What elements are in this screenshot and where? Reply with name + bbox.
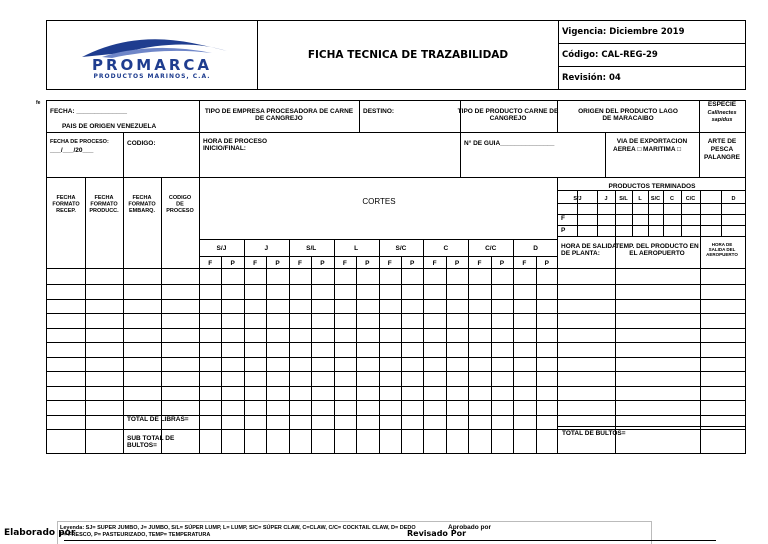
elaborado-por: Elaborado por xyxy=(4,528,76,538)
fp-p: P xyxy=(544,260,549,267)
pt-cut-header-5: S/C xyxy=(650,196,661,202)
especie-label: ESPECIE xyxy=(707,101,737,108)
fp-p: P xyxy=(320,260,325,267)
fecha-proceso-blank: ___/___/20___ xyxy=(50,147,94,154)
leyenda-2: F= FRESCO, P= PASTEURIZADO, TEMP= TEMPERATURA xyxy=(60,532,211,538)
cut-header-8: D xyxy=(533,245,538,252)
cut-header-6: C xyxy=(443,245,449,252)
footer-bottom-line xyxy=(64,540,716,541)
fp-p: P xyxy=(365,260,370,267)
cut-header-7: C/C xyxy=(485,245,497,252)
aprobado-por: Aprobado por xyxy=(448,524,491,531)
pt-cut-header-1: S/J xyxy=(573,196,582,202)
document-title: FICHA TECNICA DE TRAZABILIDAD xyxy=(258,21,559,90)
fp-p: P xyxy=(499,260,505,267)
left-col-header-4: CODIGO DE PROCESO xyxy=(166,195,194,214)
fp-f: F xyxy=(208,260,213,267)
fp-p: P xyxy=(409,260,415,267)
cut-header-2: J xyxy=(264,245,269,252)
fecha-proceso: FECHA DE PROCESO: xyxy=(50,139,109,145)
fecha-field: FECHA: ______________ xyxy=(50,108,127,115)
productos-terminados: PRODUCTOS TERMINADOS xyxy=(608,183,696,190)
cut-header-3: S/L xyxy=(306,245,317,252)
fp-p: P xyxy=(454,260,460,267)
pt-cut-header-2: J xyxy=(604,196,608,202)
cortes-title: CORTES xyxy=(362,197,396,206)
pais-origen: PAIS DE ORIGEN VENEZUELA xyxy=(62,123,157,130)
temp-aeropuerto: TEMP. DEL PRODUCTO EN EL AEROPUERTO xyxy=(615,243,699,257)
hora-proceso: HORA DE PROCESO INICIO/FINAL: xyxy=(203,138,268,152)
fp-p: P xyxy=(230,260,235,267)
logo-tagline: PRODUCTOS MARINOS, C.A. xyxy=(93,73,211,80)
subtotal-bultos: SUB TOTAL DE BULTOS= xyxy=(127,435,175,449)
pt-cut-header-4: L xyxy=(638,196,642,202)
fp-f: F xyxy=(432,260,437,267)
left-col-header-1: FECHA FORMATO RECEP. xyxy=(52,195,80,214)
origen-producto: ORIGEN DEL PRODUCTO LAGO DE MARACAIBO xyxy=(578,108,678,122)
tipo-empresa: TIPO DE EMPRESA PROCESADORA DE CARNE DE CANGREJO xyxy=(204,108,354,122)
hora-salida: HORA DE SALIDA DE PLANTA: xyxy=(561,243,617,257)
pt-cut-header-6: C xyxy=(670,196,674,202)
left-col-header-2: FECHA FORMATO PRODUCC. xyxy=(89,195,119,214)
especie-name: Callinectes sapidus xyxy=(707,110,737,123)
total-bultos: TOTAL DE BULTOS= xyxy=(562,430,626,437)
logo-brand: PROMARCA xyxy=(92,56,212,74)
fp-f: F xyxy=(297,260,302,267)
cut-header-1: S/J xyxy=(216,245,227,252)
fp-p: P xyxy=(275,260,280,267)
total-libras: TOTAL DE LIBRAS= xyxy=(127,416,189,423)
tipo-producto: TIPO DE PRODUCTO CARNE DE CANGREJO xyxy=(457,108,559,122)
fp-f: F xyxy=(253,260,258,267)
codigo-documento: Código: CAL-REG-29 xyxy=(559,44,746,67)
fp-f: F xyxy=(342,260,347,267)
revisado-por: Revisado Por xyxy=(407,529,467,538)
via-exportacion: VIA DE EXPORTACION xyxy=(616,138,688,145)
left-col-header-3: FECHA FORMATO EMBARQ. xyxy=(128,195,156,214)
pt-cut-header-9: D xyxy=(731,196,736,202)
revision: Revisión: 04 xyxy=(559,67,746,90)
fp-f: F xyxy=(387,260,392,267)
fp-f: F xyxy=(522,260,527,267)
arte-pesca: ARTE DE PESCA PALANGRE xyxy=(704,138,740,161)
hora-aeropuerto: HORA DE SALIDA DEL AEROPUERTO xyxy=(706,242,738,257)
leyenda: Leyenda: SJ= SUPER JUMBO, J= JUMBO, S/L= SÚPER LUMP, L= LUMP, S/C= SÚPER CLAW, C=CLAW, C/C= COCKTAIL CLAW, D= DEDO xyxy=(60,525,416,531)
cut-header-4: L xyxy=(354,245,359,252)
guia-field: N° DE GUIA_______________ xyxy=(464,140,555,147)
pt-cut-header-7: C/C xyxy=(685,196,696,202)
cut-header-5: S/C xyxy=(395,245,407,252)
fe-mark: fe xyxy=(36,100,41,106)
codigo-field: CODIGO: xyxy=(127,140,156,147)
vigencia: Vigencia: Diciembre 2019 xyxy=(559,21,746,44)
pt-p: P xyxy=(561,227,566,234)
destino-field: DESTINO: xyxy=(363,108,395,115)
via-aerea-maritima: AEREA □ MARITIMA □ xyxy=(613,146,682,153)
pt-f: F xyxy=(561,215,565,222)
pt-cut-header-3: S/L xyxy=(619,196,628,202)
fp-f: F xyxy=(477,260,482,267)
